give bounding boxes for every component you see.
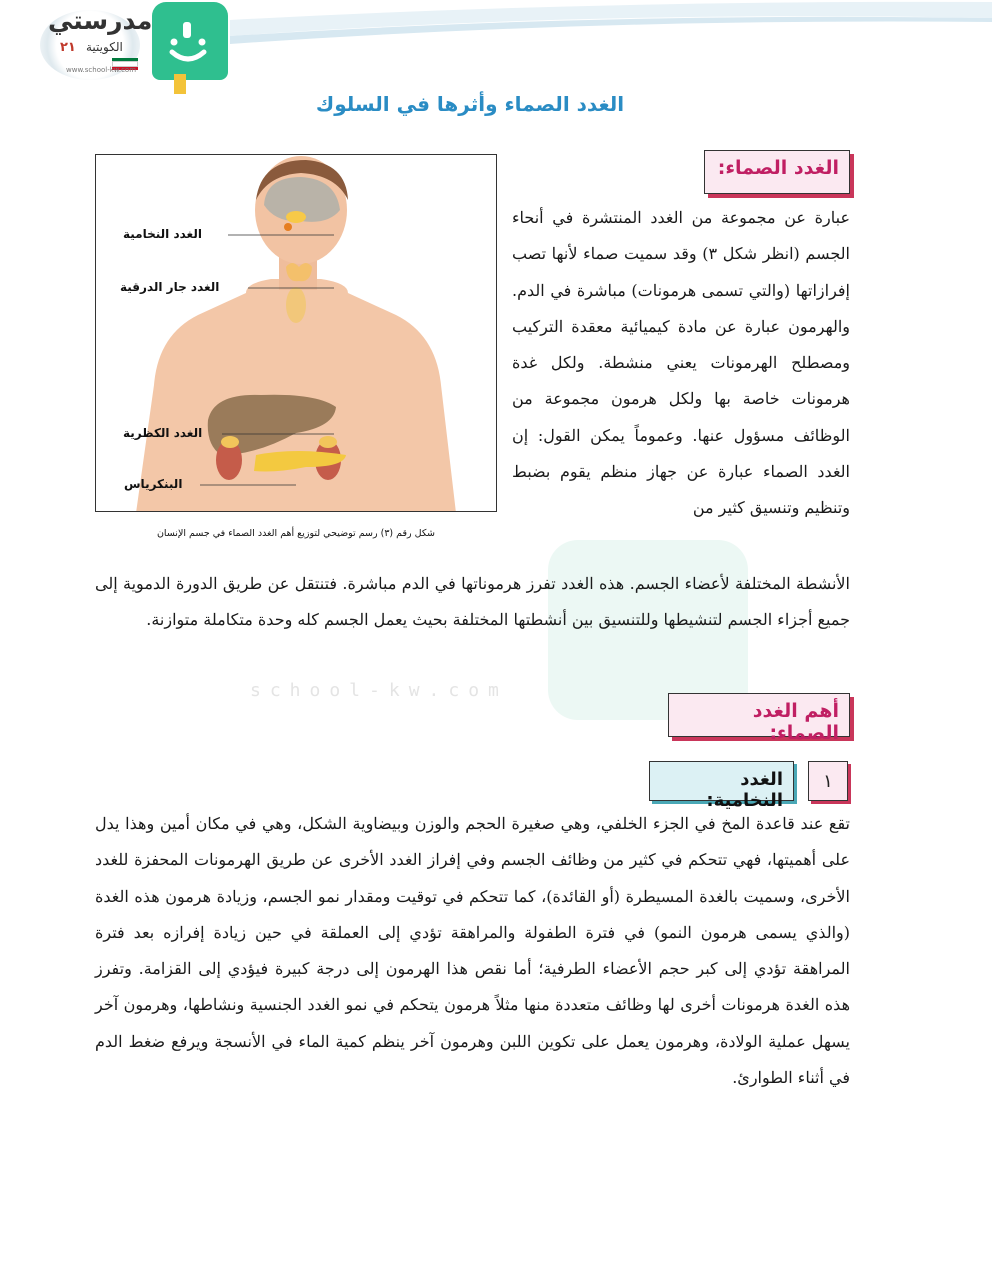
logo-title: مدرستي [48,6,153,35]
item-number-badge: ١ [808,761,848,801]
page-number: ٢١ [60,40,76,55]
logo-subtitle: الكويتية [86,40,123,54]
label-adrenal: الغدد الكظرية [123,426,203,440]
label-pancreas: البنكرياس [124,477,183,491]
label-pituitary: الغدد النخامية [123,227,202,241]
human-body-illustration [96,155,497,512]
badge-ribbon [174,74,186,94]
pituitary-paragraph: تقع عند قاعدة المخ في الجزء الخلفي، وهي صغيرة الحجم والوزن وبيضاوية الشكل، وهي في مكان أمين وهذا يدل على أهميتها، فهي تتحكم في كثير من وظائف الجسم وفي إفراز الغدد الأخرى عن طريق الهرمونات المحفزة للغدد الأخرى، وسميت بالغدة المسيطرة (أو القائدة)، كما تتحكم في توقيت ومقدار نمو الجسم، وزيادة هرمون هذه الغدة (والذي يسمى هرمون النمو) في فترة الطفولة والمراهقة تؤدي إلى العملقة في حين زيادة إفرازه بعد فترة المراهقة تؤدي إلى كبر حجم الأعضاء الطرفية؛ أما نقص هذا الهرمون إلى درجة كبيرة فيؤدي إلى القزامة. وتفرز هذه الغدة هرمونات أخرى لها وظائف متعددة منها مثلاً هرمون يتحكم في نمو الغدد الجنسية ونشاطها، وهرمون آخر يسهل عملية الولادة، وهرمون يعمل على تكوين اللبن وهرمون آخر ينظم كمية الماء في الأنسجة ويرفع ضغط الدم في أثناء الطوارئ. [95,814,851,1088]
section-heading-text: أهم الغدد الصماء: [752,700,839,744]
label-parathyroid: الغدد جار الدرقية [120,280,220,294]
endocrine-paragraph-right: عبارة عن مجموعة من الغدد المنتشرة في أنحاء الجسم (انظر شكل ٣) وقد سميت صماء لأنها تصب إفرازاتها (والتي تسمى هرمونات) مباشرة في الدم. والهرمون عبارة عن مادة كيميائية معقدة التركيب ومصطلح الهرمونات يعني منشطة. ولكل غدة هرمونات خاصة بها ولكل هرمون مجموعة من الوظائف مسؤول عنها. وعموماً يمكن القول: إن الغدد الصماء عبارة عن جهاز منظم يقوم بضبط وتنظيم وتنسيق كثير من [512,208,850,518]
endocrine-paragraph-full: الأنشطة المختلفة لأعضاء الجسم. هذه الغدد تفرز هرموناتها في الدم مباشرة. فتنتقل عن طريق الدورة الدموية إلى جميع أجزاء الجسم لتنشيطها وللتنسيق بين أنشطتها المختلفة بحيث يعمل الجسم كله وحدة متكاملة متوازنة. [95,574,850,630]
page-title: الغدد الصماء وأثرها في السلوك [315,92,625,116]
section-heading-major-glands [668,693,850,744]
watermark-text: school-kw.com [250,680,508,701]
logo-url: www.school-kw.com [66,66,137,74]
endocrine-figure [95,154,497,512]
section-heading-endocrine [704,150,850,194]
subheading-pituitary: الغدد النخامية: [649,761,794,801]
section-heading-text: الغدد الصماء: [717,157,839,179]
figure-caption: شكل رقم (٣) رسم توضيحي لتوزيع أهم الغدد الصماء في جسم الإنسان [156,528,436,539]
app-badge-icon [152,2,228,80]
